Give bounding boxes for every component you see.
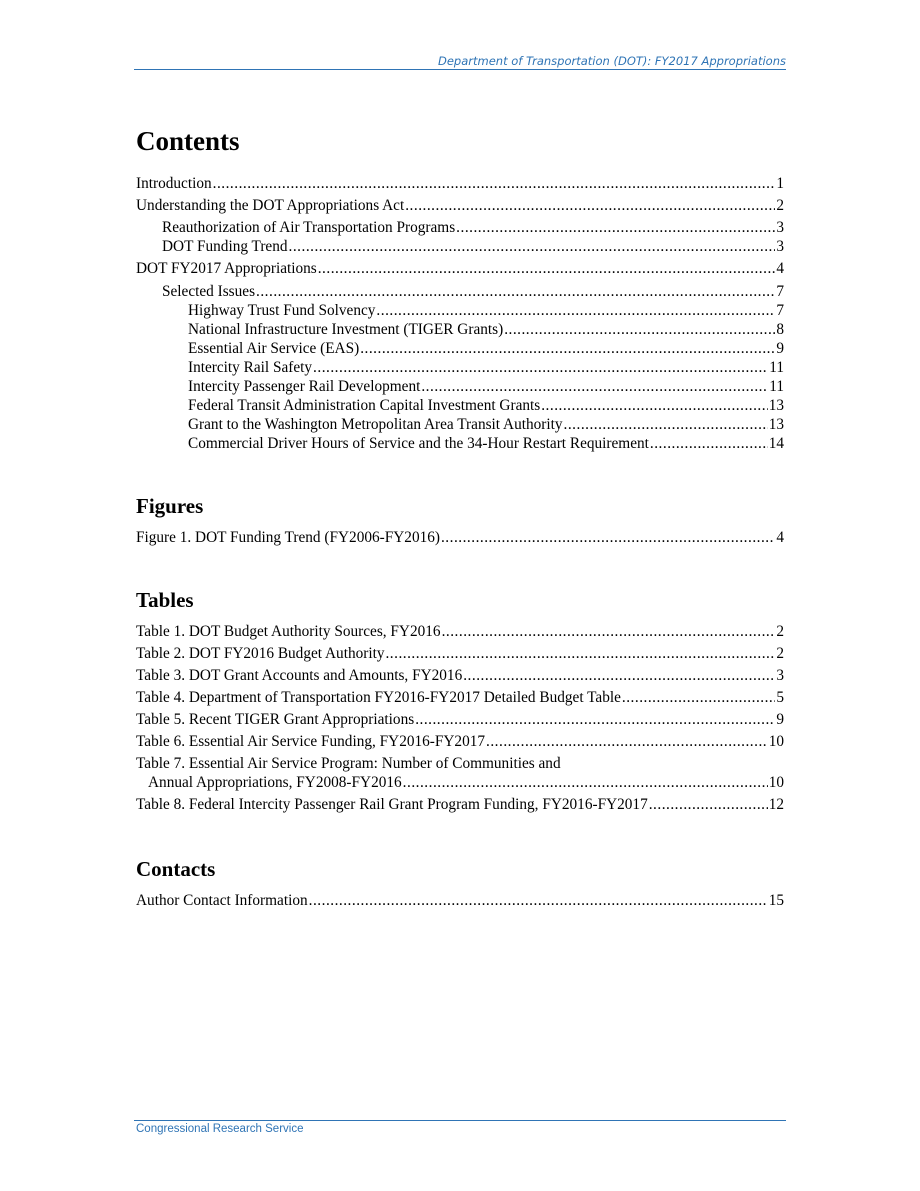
table-entry-6[interactable]: Table 6. Essential Air Service Funding, FY2016-FY2017 ..... 10	[136, 732, 784, 751]
figures-heading: Figures	[136, 494, 204, 518]
toc-entry-hours-of-service[interactable]: Commercial Driver Hours of Service and the 34-Hour Restart Requirement ..... 14	[136, 434, 784, 453]
running-header: Department of Transportation (DOT): FY2017 Appropriations	[438, 54, 786, 68]
toc-entry-funding-trend[interactable]: DOT Funding Trend ..... 3	[136, 237, 784, 256]
toc-entry-highway-trust-fund[interactable]: Highway Trust Fund Solvency ..... 7	[136, 301, 784, 320]
table-entry-4[interactable]: Table 4. Department of Transportation FY2016-FY2017 Detailed Budget Table ..... 5	[136, 688, 784, 707]
table-entry-7[interactable]: Table 7. Essential Air Service Program: Number of Communities and Annual Appropriations, FY2008-FY2016 ..... 10	[136, 754, 784, 792]
table-entry-8[interactable]: Table 8. Federal Intercity Passenger Rail Grant Program Funding, FY2016-FY2017 ..... 12	[136, 795, 784, 814]
toc-entry-fta-capital-grants[interactable]: Federal Transit Administration Capital Investment Grants ..... 13	[136, 396, 784, 415]
footer-rule	[134, 1120, 786, 1121]
table-entry-2[interactable]: Table 2. DOT FY2016 Budget Authority ..... 2	[136, 644, 784, 663]
toc-entry-essential-air-service[interactable]: Essential Air Service (EAS) ..... 9	[136, 339, 784, 358]
tables-list	[136, 622, 784, 814]
contacts-list	[136, 891, 784, 910]
toc-entry-fy2017-appropriations[interactable]: DOT FY2017 Appropriations ..... 4	[136, 259, 784, 278]
contents-heading: Contents	[136, 126, 240, 156]
table-entry-1[interactable]: Table 1. DOT Budget Authority Sources, FY2016 ..... 2	[136, 622, 784, 641]
toc-entry-intercity-passenger-rail[interactable]: Intercity Passenger Rail Development ..... 11	[136, 377, 784, 396]
contact-entry-author[interactable]: Author Contact Information ..... 15	[136, 891, 784, 910]
figures-list	[136, 528, 784, 547]
figure-entry-1[interactable]: Figure 1. DOT Funding Trend (FY2006-FY2016) ..... 4	[136, 528, 784, 547]
toc-entry-selected-issues[interactable]: Selected Issues ..... 7	[136, 282, 784, 301]
table-entry-5[interactable]: Table 5. Recent TIGER Grant Appropriations ..... 9	[136, 710, 784, 729]
toc-entry-reauthorization[interactable]: Reauthorization of Air Transportation Programs ..... 3	[136, 218, 784, 237]
contents-list	[136, 174, 784, 453]
toc-entry-introduction[interactable]: Introduction ..... 1	[136, 174, 784, 193]
running-footer: Congressional Research Service	[136, 1123, 304, 1135]
table-entry-3[interactable]: Table 3. DOT Grant Accounts and Amounts, FY2016 ..... 3	[136, 666, 784, 685]
toc-entry-tiger-grants[interactable]: National Infrastructure Investment (TIGER Grants) ..... 8	[136, 320, 784, 339]
toc-entry-intercity-rail-safety[interactable]: Intercity Rail Safety ..... 11	[136, 358, 784, 377]
toc-entry-understanding[interactable]: Understanding the DOT Appropriations Act ..... 2	[136, 196, 784, 215]
toc-entry-wmata-grant[interactable]: Grant to the Washington Metropolitan Area Transit Authority ..... 13	[136, 415, 784, 434]
tables-heading: Tables	[136, 588, 194, 612]
contacts-heading: Contacts	[136, 857, 216, 881]
header-rule	[134, 69, 786, 70]
